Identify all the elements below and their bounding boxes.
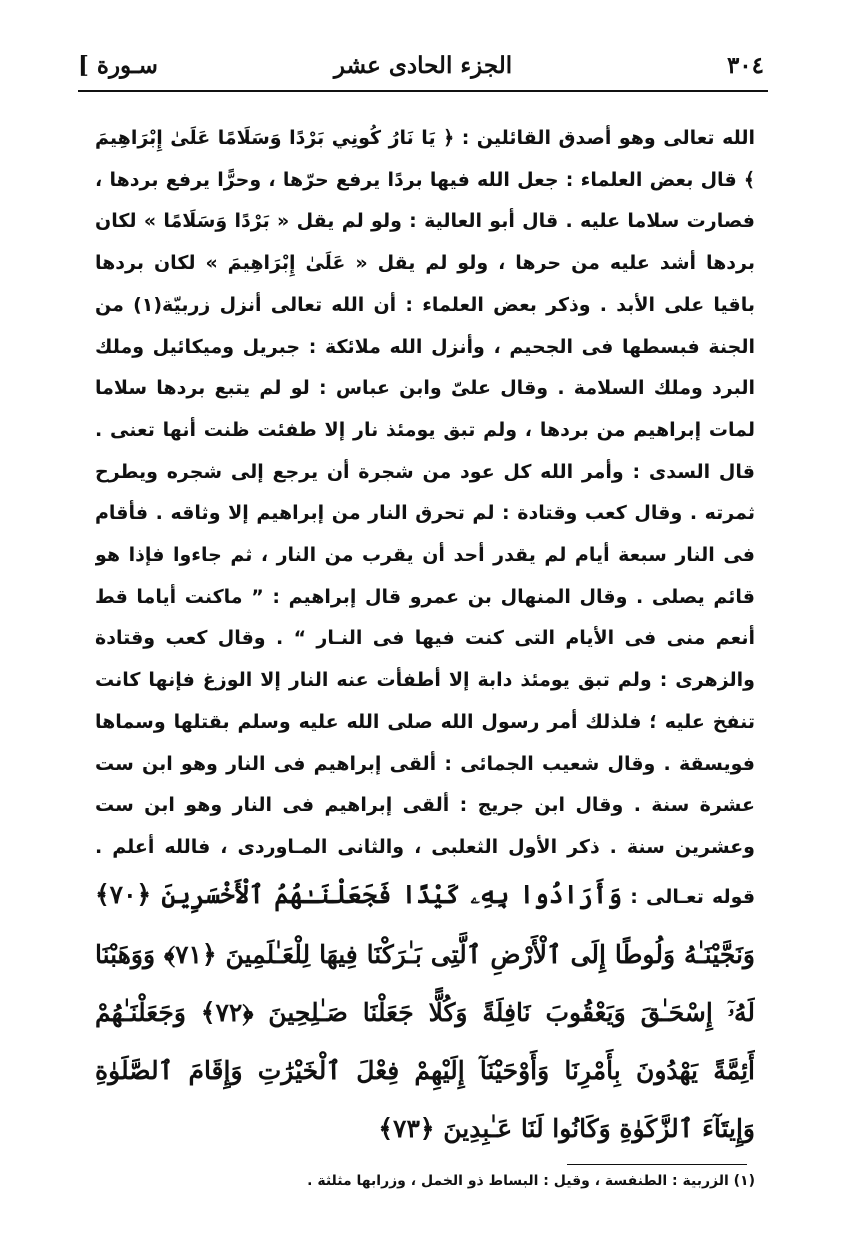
footnote: (١) الزربية : الطنفسة ، وقيل : البساط ذو الخمل ، وزرابها مثلثة . (307, 1173, 755, 1189)
footnote-divider (567, 1164, 747, 1165)
surah-label: سـورة ] (78, 52, 158, 79)
verse-intro: قوله تعـالى : (622, 886, 755, 908)
header-divider (78, 90, 768, 92)
quran-verse-block (95, 866, 755, 1166)
running-header (78, 44, 768, 88)
verse-text: وَأَرَادُوا بِهِۦ كَيْدًا فَجَعَلْنَـٰهُمُ ٱلْأَخْسَرِينَ ﴿٧٠﴾ وَنَجَّيْنَـٰهُ وَلُوطًا إِلَى ٱلْأَرْضِ ٱلَّتِى بَـٰرَكْنَا فِيهَا لِلْعَـٰلَمِينَ ﴿٧١﴾ وَوَهَبْنَا لَهُۥٓ إِسْحَـٰقَ وَيَعْقُوبَ نَافِلَةً وَكُلًّا جَعَلْنَا صَـٰلِحِينَ ﴿٧٢﴾ وَجَعَلْنَـٰهُمْ أَئِمَّةً يَهْدُونَ بِأَمْرِنَا وَأَوْحَيْنَآ إِلَيْهِمْ فِعْلَ ٱلْخَيْرَٰتِ وَإِقَامَ ٱلصَّلَوٰةِ وَإِيتَآءَ ٱلزَّكَوٰةِ وَكَانُوا لَنَا عَـٰبِدِينَ ﴿٧٣﴾ (95, 880, 755, 1143)
page-number: ٣٠٤ (726, 52, 764, 79)
commentary-paragraph: الله تعالى وهو أصدق القائلين : ﴿ يَا نَارُ كُونِي بَرْدًا وَسَلَامًا عَلَىٰ إِبْرَاهِيمَ ﴾ قال بعض العلماء : جعل الله فيها بردًا يرفع حرّها ، وحرًّا يرفع بردها ، فصارت سلاما عليه . قال أبو العالية : ولو لم يقل « بَرْدًا وَسَلَامًا » لكان بردها أشد عليه من حرها ، ولو لم يقل « عَلَىٰ إِبْرَاهِيمَ » لكان بردها باقيا على الأبد . وذكر بعض العلماء : أن الله تعالى أنزل زربيّة(١) من الجنة فبسطها فى الجحيم ، وأنزل الله ملائكة : جبريل وميكائيل وملك البرد وملك السلامة . وقال علىّ وابن عباس : لو لم يتبع بردها سلاما لمات إبراهيم من بردها ، ولم تبق يومئذ نار إلا طفئت ظنت أنها تعنى . قال السدى : وأمر الله كل عود من شجرة أن يرجع إلى شجره ويطرح ثمرته . وقال كعب وقتادة : لم تحرق النار من إبراهيم إلا وثاقه . فأقام فى النار سبعة أيام لم يقدر أحد أن يقرب من النار ، ثم جاءوا فإذا هو قائم يصلى . وقال المنهال بن عمرو قال إبراهيم : ” ماكنت أياما قط أنعم منى فى الأيام التى كنت فيها فى النـار “ . وقال كعب وقتادة والزهرى : ولم تبق يومئذ دابة إلا أطفأت عنه النار إلا الوزغ فإنها كانت تنفخ عليه ؛ فلذلك أمر رسول الله صلى الله عليه وسلم بقتلها وسماها فويسقة . وقال شعيب الجمائى : ألقى إبراهيم فى النار وهو ابن ست عشرة سنة . وقال ابن جريج : ألقى إبراهيم فى النار وهو ابن ست وعشرين سنة . ذكر الأول الثعلبى ، والثانى المـاوردى ، فالله أعلم . (95, 127, 755, 858)
part-title: الجزء الحادى عشر (333, 52, 513, 79)
